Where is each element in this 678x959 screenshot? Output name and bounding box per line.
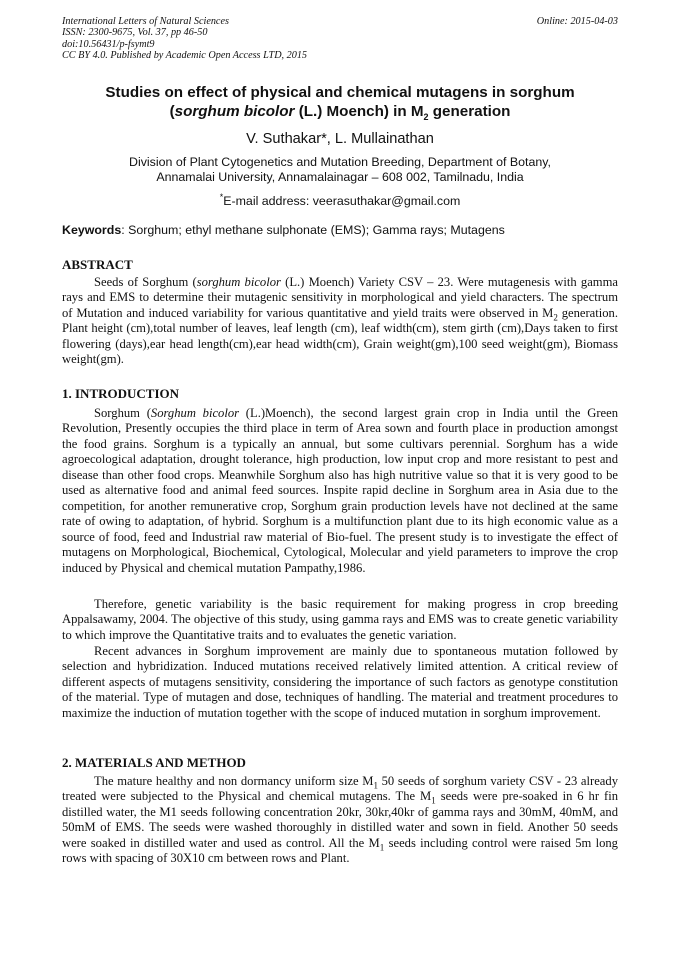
abstract-sub: 2: [553, 312, 558, 323]
methods-heading: 2. MATERIALS AND METHOD: [62, 755, 246, 770]
methods-text-2: 50 seeds of sorghum variety CSV - 23 already treated were subjected to the Physical and chemical mutagens. The M: [62, 774, 618, 804]
title-species: sorghum bicolor: [174, 103, 295, 120]
keywords: [62, 223, 618, 237]
methods-text-1: The mature healthy and non dormancy uniform size M: [94, 774, 374, 788]
keywords-label: Keywords: [62, 223, 122, 237]
affiliation-line-1: Division of Plant Cytogenetics and Mutation Breeding, Department of Botany,: [129, 155, 551, 169]
email-mark: *: [219, 192, 224, 202]
title-mid: (L.) Moench) in M: [294, 103, 424, 120]
paper-title: [62, 83, 618, 121]
issn-line: ISSN: 2300-9675, Vol. 37, pp 46-50: [62, 27, 208, 39]
doi-line: doi:10.56431/p-fsymt9: [62, 38, 155, 50]
abstract-text-1: Seeds of Sorghum (: [94, 275, 197, 289]
email-address[interactable]: E-mail address: veerasuthakar@gmail.com: [223, 194, 461, 209]
title-paren: (: [169, 103, 175, 120]
intro-text-2: (L.)Moench), the second largest grain crop in India until the Green Revolution, Presently occupies the third place in term of Area sown and fourth place in production amongst the food grains. Sorghum is a typically an annual, but some cultivars perennial. Sorghum has a wide agroecological adaptation, drought tolerance, high production, low input crop and more resistant to pest and disease than other food crops. Meanwhile Sorghum also has high nutritive value so that it is very good to be used as alternative food and animal feed sources. Inspite rapid decline in Sorghum area in Asia due to the competition, for another remunerative crop, Sorghum grain production levels have not declined at the same rate of owing to adaptation, of hybrid. Sorghum is a multifunction plant due to its high economic value as a source of food, feed and Industrial raw material of Bio-fuel. The present study is to investigate the effect of mutagens on Morphological, Biochemical, Cytological, Molecular and yield parameters to improve the crop induced by Physical and chemical mutation Pampathy,1986.: [62, 406, 619, 575]
journal-name: International Letters of Natural Sciences: [62, 16, 229, 27]
title-end: generation: [428, 103, 511, 120]
methods-text-3: seeds were pre-soaked in 6 hr fin distilled water, the M1 seeds following concentration 20kr, 30kr,40kr of gamma rays and 30mM, 40mM, and 50mM of EMS. The seeds were washed thoroughly in distilled water and sown in field. Another 50 seeds were soaked in distilled water and used as control. All the M: [62, 789, 618, 850]
intro-paragraph-3: Recent advances in Sorghum improvement are mainly due to spontaneous mutation followed by selection and hybridization. Induced mutations received relatively limited attention. A critical review of different aspects of mutagens sensitivity, considering the importance of such factors as genotype constitution of the material. Type of mutagen and dose, techniques of handling. The material and treatment procedures to maximize the induction of mutation together with the scope of induced mutation in sorghum improvement.: [62, 644, 618, 720]
journal-header: [62, 16, 618, 62]
methods-paragraph: [62, 774, 618, 867]
intro-text-1: Sorghum (: [94, 406, 151, 420]
methods-sub-1: 1: [373, 780, 378, 791]
intro-paragraph-1: [62, 406, 618, 576]
email-line: [62, 192, 618, 208]
online-date: Online: 2015-04-03: [536, 16, 618, 27]
abstract-text-3: generation. Plant height (cm),total number of leaves, leaf length (cm), leaf width(cm), stem girth (cm),Days taken to first flowering (days),ear head length(cm),ear head width(cm), Grain weight(gm),100 seed weight(gm), Biomass weight(gm).: [62, 305, 618, 367]
intro-paragraph-2: Therefore, genetic variability is the basic requirement for making progress in crop breeding Appalsawamy, 2004. The objective of this study, using gamma rays and EMS was to create genetic variability to which improve the Quantitative traits and to evaluates the genetic variation.: [62, 597, 618, 642]
keywords-text: : Sorghum; ethyl methane sulphonate (EMS); Gamma rays; Mutagens: [121, 223, 505, 237]
title-line-2: [62, 102, 618, 121]
methods-sub-3: 1: [379, 842, 385, 853]
intro-species: Sorghum bicolor: [150, 406, 240, 420]
methods-text-4: seeds including control were raised 5m long rows with spacing of 30X10 cm between rows and Plant.: [62, 835, 618, 866]
title-line-1: Studies on effect of physical and chemical mutagens in sorghum: [105, 84, 575, 101]
intro-heading: 1. INTRODUCTION: [62, 386, 180, 401]
author-list: V. Suthakar*, L. Mullainathan: [246, 131, 434, 147]
affiliation: [62, 155, 618, 185]
title-sub: 2: [423, 112, 429, 123]
abstract-text-2: (L.) Moench) Variety CSV – 23. Were mutagenesis with gamma rays and EMS to determine their mutagenic sensitivity in morphological and yield characters. The spectrum of Mutation and induced variability for various quantitative and yield traits were observed in M: [62, 275, 618, 320]
abstract-body: [62, 275, 618, 368]
abstract-heading: ABSTRACT: [62, 257, 133, 272]
abstract-species: sorghum bicolor: [196, 275, 281, 289]
methods-sub-2: 1: [431, 795, 436, 806]
license-line: CC BY 4.0. Published by Academic Open Access LTD, 2015: [62, 50, 308, 62]
affiliation-line-2: Annamalai University, Annamalainagar – 608 002, Tamilnadu, India: [156, 170, 524, 184]
